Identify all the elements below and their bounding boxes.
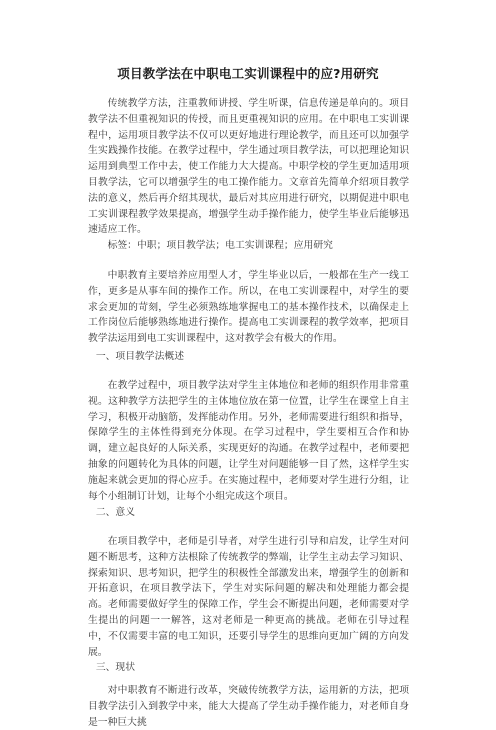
intro-paragraph: 中职教育主要培养应用型人才，学生毕业以后，一般都在生产一线工作，更多是从事车间的操作工作。所以，在电工实训课程中，对学生的要求会更加的苛刻，学生必须熟练地掌握电工的基本操作技术，以确保走上工作岗位后能够熟练地进行操作。提高电工实训课程的教学效率，把项目教学法运用到电工实训课程中，这对教学会有极大的作用。	[88, 270, 409, 345]
document-title: 项目教学法在中职电工实训课程中的应?用研究	[117, 66, 379, 81]
section-heading-overview: 一、项目教学法概述	[95, 351, 184, 362]
abstract-paragraph: 传统教学方法，注重教师讲授、学生听课，信息传递是单向的。项目教学法不但重视知识的传授，而且更重视知识的应用。在中职电工实训课程中，运用项目教学法不仅可以更好地进行理论教学，而且还可以加强学生实践操作技能。在教学过程中，学生通过项目教学法，可以把理论知识运用到典型工作中去，使工作能力大大提高。中职学校的学生更加适用项目教学法，它可以增强学生的电工操作能力。文章首先简单介绍项目教学法的意义，然后再介绍其现状，最后对其应用进行研究，以期促进中职电工实训课程教学效果提高，增强学生动手操作能力，使学生毕业后能够迅速适应工作。	[88, 98, 409, 236]
keywords-line: 标签：中职；项目教学法；电工实训课程；应用研究	[107, 240, 333, 251]
section-body-overview: 在教学过程中，项目教学法对学生主体地位和老师的组织作用非常重视。这种教学方法把学生的主体地位放在第一位置，让学生在课堂上自主学习，积极开动脑筋，发挥能动作用。另外，老师需要进行组织和指导，保障学生的主体性得到充分体现。在学习过程中，学生要相互合作和协调，建立起良好的人际关系，实现更好的沟通。在教学过程中，老师要把抽象的问题转化为具体的问题，让学生对问题能够一目了然，这样学生实施起来就会更加的得心应手。在实施过程中，老师要对学生进行分组，让每个小组制订计划，让每个小组完成这个项目。	[88, 380, 409, 502]
section-body-significance: 在项目教学中，老师是引导者，对学生进行引导和启发，让学生对问题不断思考，这种方法根除了传统教学的弊端，让学生主动去学习知识、探索知识、思考知识，把学生的积极性全部激发出来，增强学生的创新和开拓意识，在项目教学法下，学生对实际问题的解决和处理能力都会提高。老师需要做好学生的保障工作，学生会不断提出问题，老师需要对学生提出的问题一一解答，这对老师是一种更高的挑战。老师在引导过程中，不仅需要丰富的电工知识，还要引导学生的思维向更加广阔的方向发展。	[88, 536, 409, 658]
section-heading-status: 三、现状	[95, 662, 136, 673]
section-body-status: 对中职教育不断进行改革，突破传统教学方法，运用新的方法，把项目教学法引入到教学中来，能大大提高了学生动手操作能力，对老师自身是一种巨大挑	[88, 685, 409, 728]
section-heading-significance: 二、意义	[95, 507, 136, 518]
